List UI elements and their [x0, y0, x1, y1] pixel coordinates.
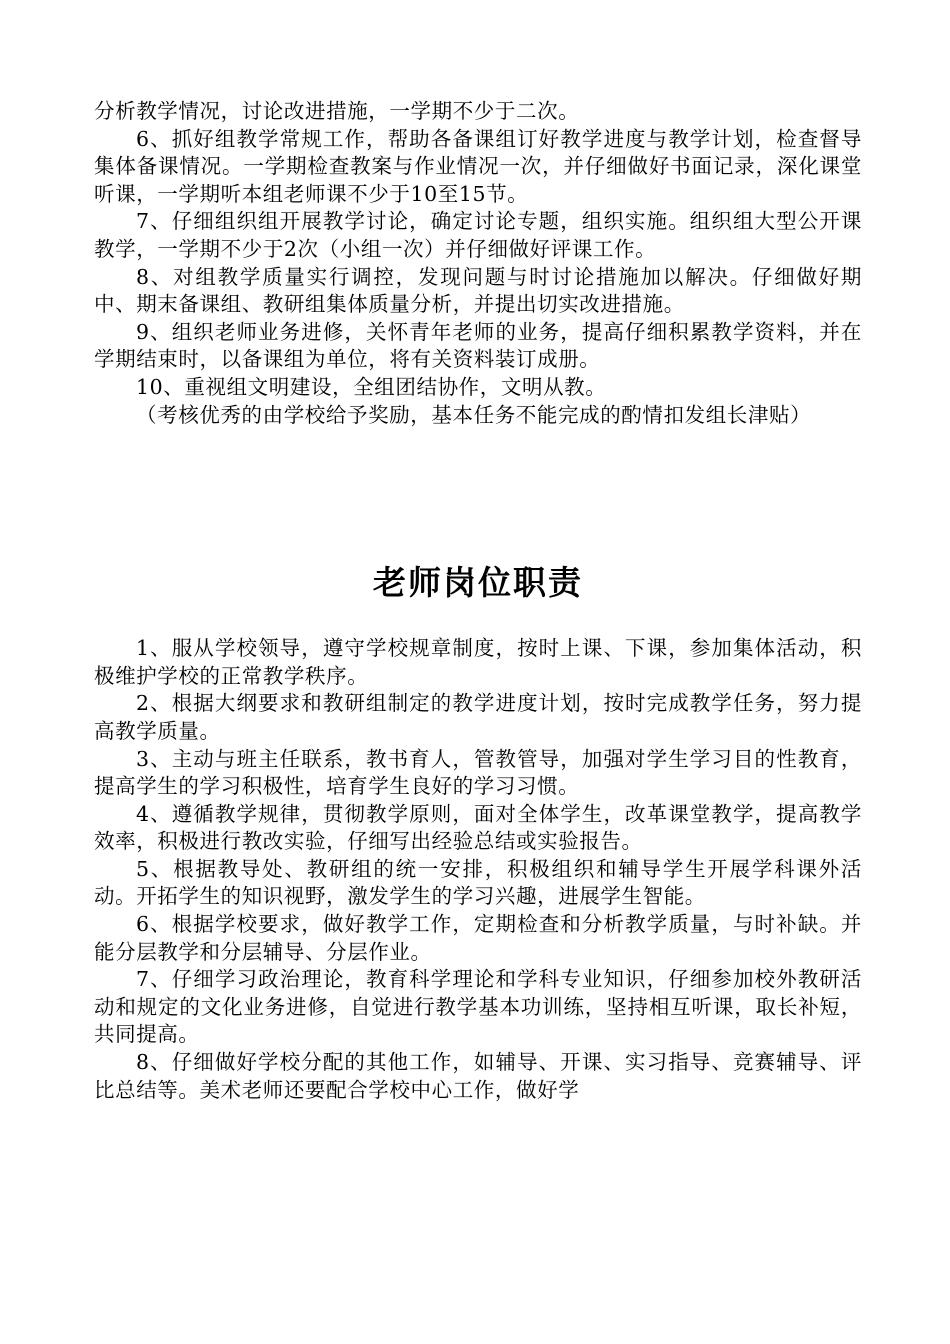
document-page — [94, 98, 862, 1104]
paragraph-item-10: 10、重视组文明建设，全组团结协作，文明从教。 — [136, 374, 607, 399]
duty-item-3: 3、主动与班主任联系，教书育人，管教管导，加强对学生学习目的性教育，提高学生的学习积极性，培育学生良好的学习习惯。 — [94, 746, 862, 799]
section-teacher-duties — [94, 561, 862, 1104]
duty-item-6: 6、根据学校要求，做好教学工作，定期检查和分析教学质量，与时补缺。并能分层教学和分层辅导、分层作业。 — [94, 912, 862, 964]
section-spacer — [94, 429, 862, 561]
duty-item-8: 8、仔细做好学校分配的其他工作，如辅导、开课、实习指导、竞赛辅导、评比总结等。美术老师还要配合学校中心工作，做好学 — [94, 1050, 862, 1102]
section-group-leader-duties — [94, 98, 862, 429]
paragraph-item-9: 9、组织老师业务进修，关怀青年老师的业务，提高仔细积累教学资料，并在学期结束时，以备课组为单位，将有关资料装订成册。 — [94, 319, 862, 372]
duty-item-4: 4、遵循教学规律，贯彻教学原则，面对全体学生，改革课堂教学，提高教学效率，积极进行教改实验，仔细写出经验总结或实验报告。 — [94, 801, 862, 854]
section-title: 老师岗位职责 — [373, 563, 583, 603]
paragraph-item-6: 6、抓好组教学常规工作，帮助各备课组订好教学进度与教学计划，检查督导集体备课情况。一学期检查教案与作业情况一次，并仔细做好书面记录，深化课堂听课，一学期听本组老师课不少于10至15节。 — [94, 126, 862, 206]
duty-item-5: 5、根据教导处、教研组的统一安排，积极组织和辅导学生开展学科课外活动。开拓学生的知识视野，激发学生的学习兴趣，进展学生智能。 — [94, 856, 862, 909]
duty-item-1: 1、服从学校领导，遵守学校规章制度，按时上课、下课，参加集体活动，积极维护学校的正常教学秩序。 — [94, 636, 862, 688]
duty-item-7: 7、仔细学习政治理论，教育科学理论和学科专业知识，仔细参加校外教研活动和规定的文化业务进修，自觉进行教学基本功训练，坚持相互听课，取长补短，共同提高。 — [94, 967, 862, 1047]
paragraph-note: （考核优秀的由学校给予奖励，基本任务不能完成的酌情扣发组长津贴） — [136, 402, 812, 427]
paragraph-item-7: 7、仔细组织组开展教学讨论，确定讨论专题，组织实施。组织组大型公开课教学，一学期不少于2次（小组一次）并仔细做好评课工作。 — [94, 209, 862, 261]
paragraph-continuation: 分析教学情况，讨论改进措施，一学期不少于二次。 — [94, 99, 580, 123]
duty-item-2: 2、根据大纲要求和教研组制定的教学进度计划，按时完成教学任务，努力提高教学质量。 — [94, 691, 862, 743]
paragraph-item-8: 8、对组教学质量实行调控，发现问题与时讨论措施加以解决。仔细做好期中、期末备课组、教研组集体质量分析，并提出切实改进措施。 — [94, 264, 862, 317]
